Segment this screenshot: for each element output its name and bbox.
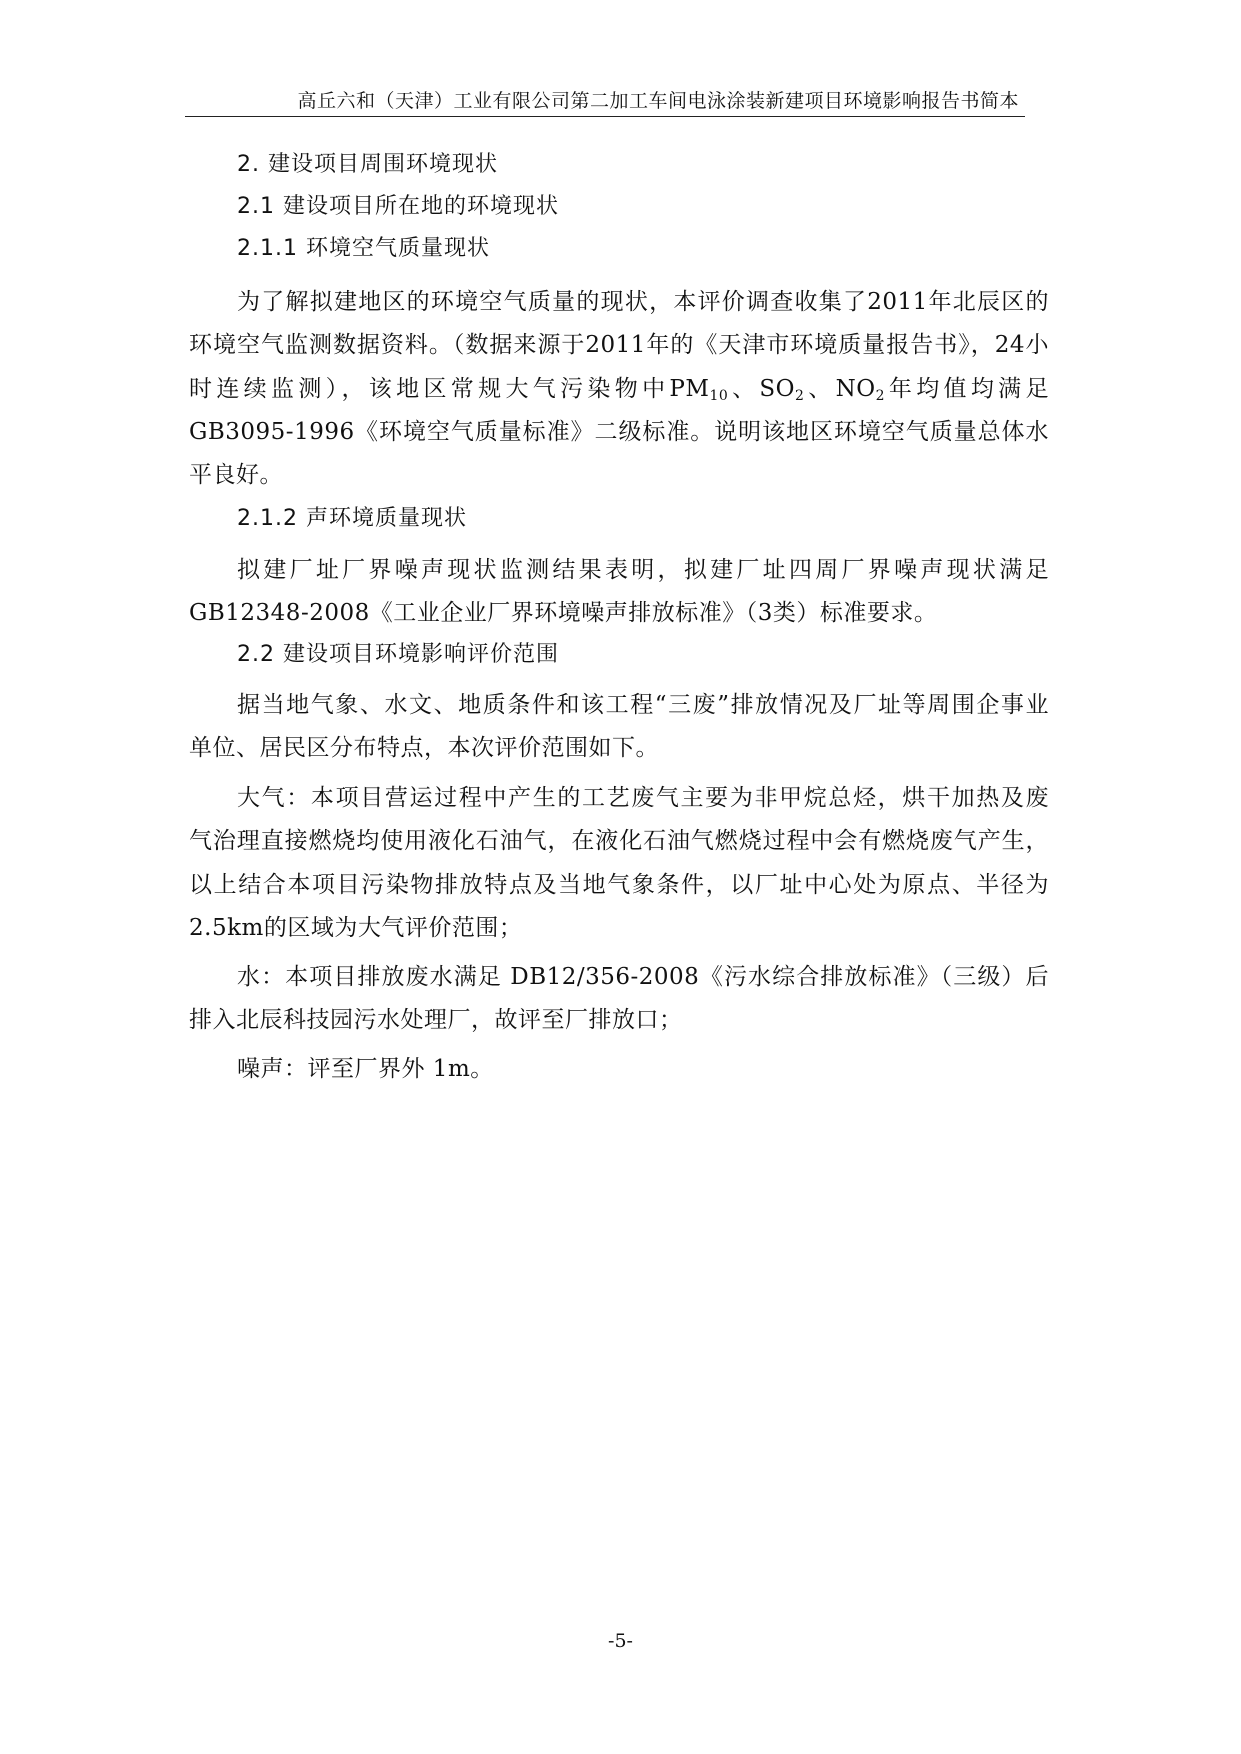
paragraph-line: 气治理直接燃烧均使用液化石油气，在液化石油气燃烧过程中会有燃烧废气产生， <box>189 828 1049 854</box>
paragraph-line: 环境空气监测数据资料。（数据来源于2011年的《天津市环境质量报告书》，24小 <box>189 332 1049 358</box>
paragraph-text: 、NO <box>804 376 876 402</box>
section-heading-2-1: 2.1 建设项目所在地的环境现状 <box>237 194 559 219</box>
paragraph-line: 大气：本项目营运过程中产生的工艺废气主要为非甲烷总烃，烘干加热及废 <box>237 785 1049 811</box>
section-heading-2-1-1: 2.1.1 环境空气质量现状 <box>237 236 490 261</box>
paragraph-line: 据当地气象、水文、地质条件和该工程“三废”排放情况及厂址等周围企事业 <box>237 692 1049 718</box>
paragraph-line: GB3095-1996《环境空气质量标准》二级标准。说明该地区环境空气质量总体水 <box>189 419 1049 445</box>
subscript: 2 <box>795 388 805 404</box>
paragraph-text: 时连续监测），该地区常规大气污染物中PM <box>189 376 710 402</box>
section-heading-2-2: 2.2 建设项目环境影响评价范围 <box>237 642 559 667</box>
section-heading-2-1-2: 2.1.2 声环境质量现状 <box>237 506 467 531</box>
subscript: 2 <box>875 388 886 404</box>
paragraph-line: 噪声：评至厂界外 1m。 <box>237 1056 494 1082</box>
page-number: -5- <box>608 1630 633 1652</box>
paragraph-line: 排入北辰科技园污水处理厂，故评至厂排放口； <box>189 1007 683 1033</box>
paragraph-line: 平良好。 <box>189 462 283 488</box>
paragraph-line <box>189 370 1049 403</box>
paragraph-text: 年均值均满足 <box>885 376 1049 402</box>
paragraph-line: 单位、居民区分布特点，本次评价范围如下。 <box>189 735 659 761</box>
paragraph-line: 以上结合本项目污染物排放特点及当地气象条件，以厂址中心处为原点、半径为 <box>189 872 1049 898</box>
paragraph-text: 、SO <box>728 376 796 402</box>
section-heading-2: 2. 建设项目周围环境现状 <box>237 152 498 177</box>
paragraph-line: 拟建厂址厂界噪声现状监测结果表明，拟建厂址四周厂界噪声现状满足 <box>237 557 1049 583</box>
paragraph-line: 为了解拟建地区的环境空气质量的现状，本评价调查收集了2011年北辰区的 <box>237 289 1049 315</box>
header-divider <box>185 116 1025 117</box>
document-header-title: 高丘六和（天津）工业有限公司第二加工车间电泳涂装新建项目环境影响报告书简本 <box>297 90 1019 112</box>
subscript: 10 <box>709 388 729 404</box>
paragraph-line: 2.5km的区域为大气评价范围； <box>189 915 523 941</box>
paragraph-line: 水：本项目排放废水满足 DB12/356-2008《污水综合排放标准》（三级）后 <box>237 964 1049 990</box>
paragraph-line: GB12348-2008《工业企业厂界环境噪声排放标准》（3类）标准要求。 <box>189 600 938 626</box>
